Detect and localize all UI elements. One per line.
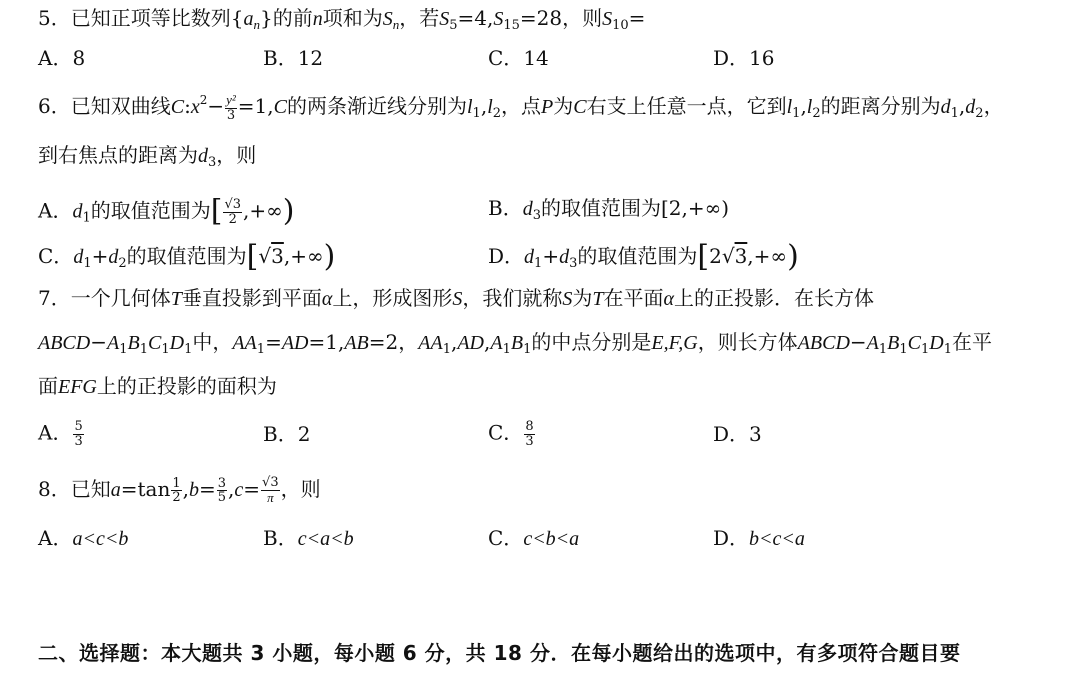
q7-stem-line2: $ABCD-A_1B_1C_1D_1$中，$AA_1=AD=1,AB=2$，$AA_1,AD,A_1B_1$的中点分别是E,F,G，则长方体$ABCD-A_1B_1C_1D_1$在平 (38, 330, 993, 357)
q6-fraction: $\frac{\text{y²}}{3}$ (226, 92, 236, 123)
q5-option-b: B．12 (263, 46, 324, 70)
q6-stem-line2: 到右焦点的距离为$d_3$，则 (38, 143, 257, 170)
section-2-heading: 二、选择题：本大题共 3 小题，每小题 6 分，共 18 分．在每小题给出的选项中，有多项符合题目要 (38, 641, 961, 665)
q6-option-a: A．$d_1$的取值范围为[ $\frac{√3}{2}$ ,+∞) (38, 193, 295, 229)
q8-option-b: B．c<a<b (263, 526, 354, 550)
q5-option-d: D．16 (713, 46, 775, 70)
q6-option-d: D．$d_1+d_3$的取值范围为[2√3,+∞) (488, 239, 799, 274)
q6-option-b: B．$d_3$的取值范围为[2,+∞) (488, 196, 730, 223)
q6-option-c: C．$d_1+d_2$的取值范围为[√3,+∞) (38, 239, 336, 274)
q7-stem-line1: 7．一个几何体T垂直投影到平面α上，形成图形S，我们就称S为T在平面α上的正投影．在长方体 (38, 286, 874, 310)
q8-option-d: D．b<c<a (713, 526, 805, 550)
q7-option-c: C． $\frac{8}{3}$ (488, 419, 534, 449)
q7-option-b: B．2 (263, 422, 311, 446)
q8-stem: 8．已知a=tan $\frac{1}{2}$ ,b= $\frac{3}{5}$ ,c= $\frac{√3}{\pi}$，则 (38, 475, 321, 506)
q5-option-a: A．8 (38, 46, 86, 70)
q8-option-a: A．a<c<b (38, 526, 129, 550)
q5-stem: 5．已知正项等比数列$\{a_n\}$的前n项和为$S_n$，若$S_5=4,S_{15}=28$，则$S_{10}=$ (38, 6, 646, 33)
q7-option-d: D．3 (713, 422, 762, 446)
q8-option-c: C．c<b<a (488, 526, 580, 550)
q5-option-c: C．14 (488, 46, 549, 70)
q6-stem-line1: 6．已知双曲线$C:x^2-$ $\frac{\text{y²}}{3}$ =1,C的两条渐近线分别为$l_1,l_2$，点P为C右支上任意一点，它到$l_1,l_2$的距离分别为$d_1,d_2$， (38, 92, 1004, 123)
q7-option-a: A． $\frac{5}{3}$ (38, 419, 83, 449)
q7-stem-line3: 面EFG上的正投影的面积为 (38, 374, 277, 398)
